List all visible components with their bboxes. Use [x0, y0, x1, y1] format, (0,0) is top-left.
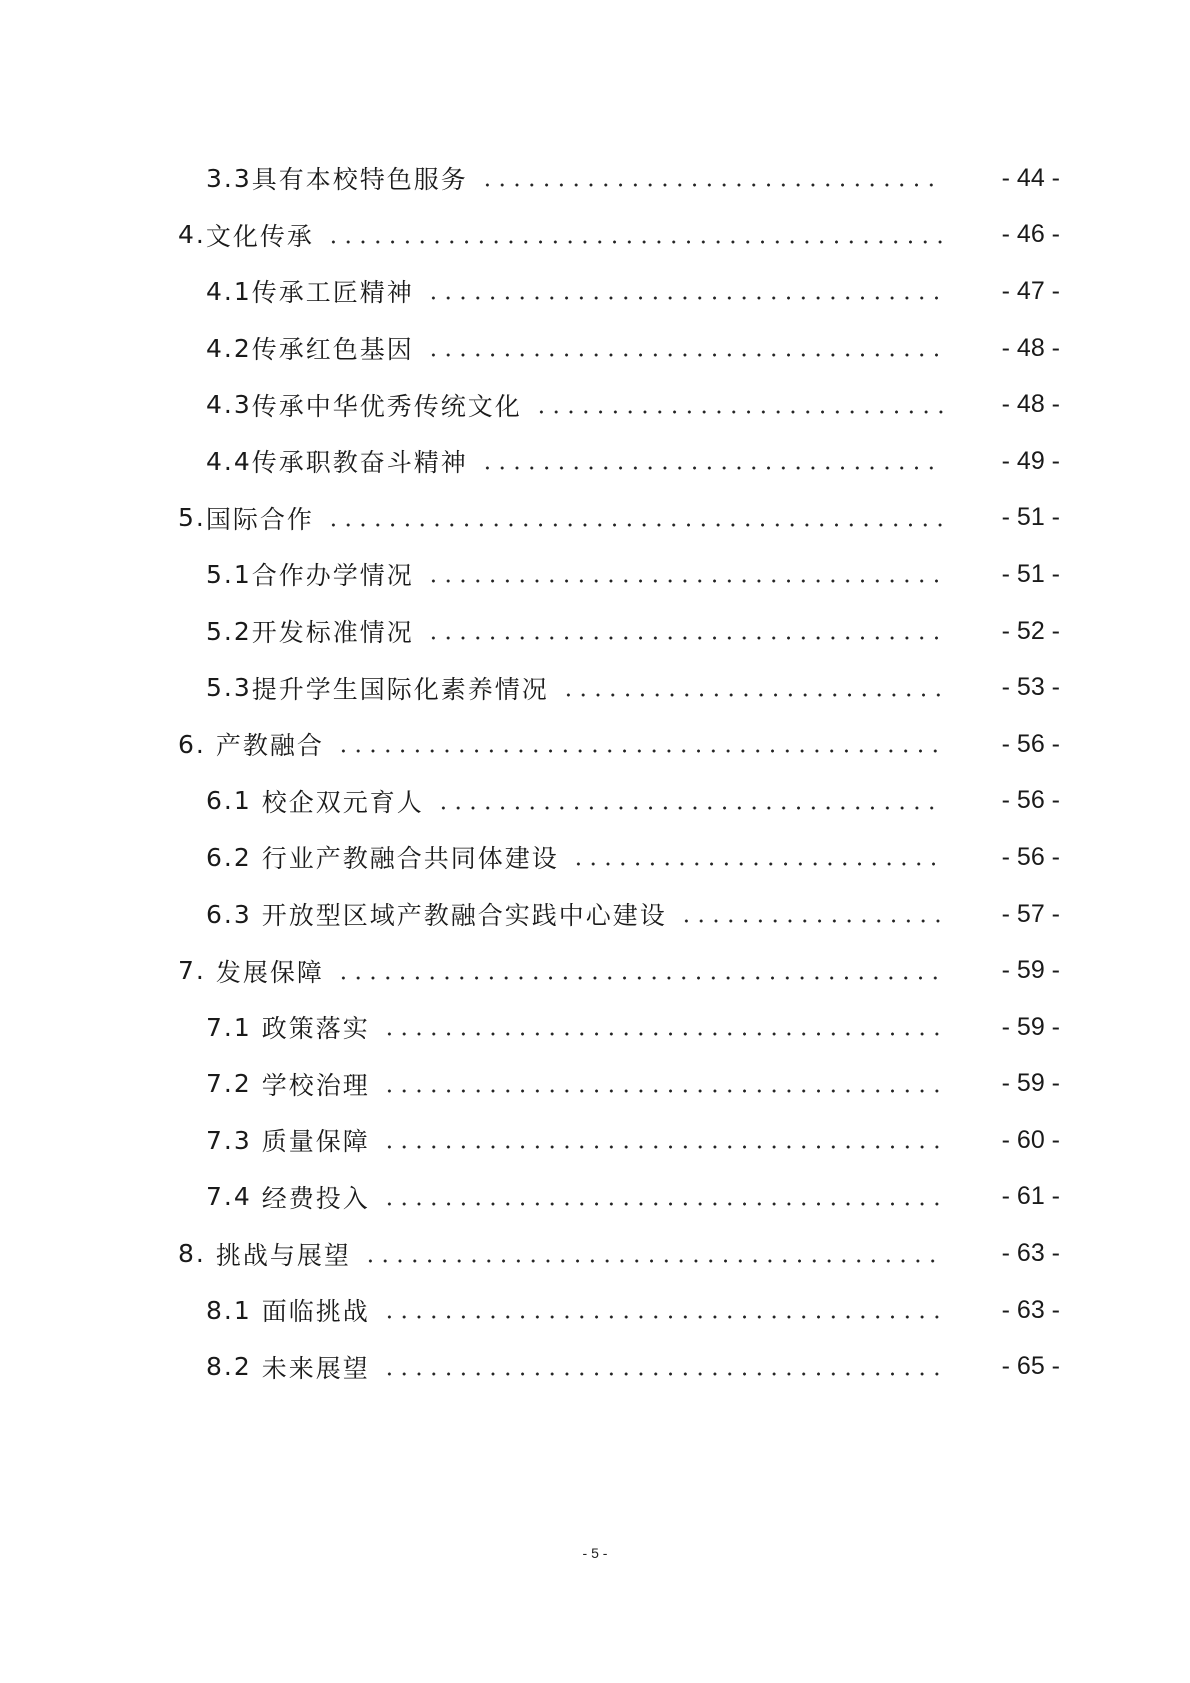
toc-entry-page: - 59 - [1001, 956, 1060, 985]
toc-dot-leader [436, 806, 943, 810]
toc-entry-title: 未来展望 [261, 1353, 370, 1383]
toc-dot-leader [382, 1089, 943, 1093]
toc-entry-number: 8. [178, 1239, 206, 1269]
toc-entry[interactable] [0, 263, 1190, 320]
toc-entry[interactable] [0, 716, 1190, 773]
toc-entry-title: 传承职教奋斗精神 [251, 448, 468, 478]
toc-entry-number: 7.1 [206, 1012, 252, 1042]
toc-entry-title: 发展保障 [215, 957, 324, 987]
toc-dot-leader [426, 353, 943, 357]
toc-entry-page: - 51 - [1001, 503, 1060, 532]
toc-dot-leader [480, 183, 943, 187]
toc-entry-title: 传承红色基因 [251, 335, 414, 365]
toc-entry-page: - 48 - [1001, 333, 1060, 362]
toc-entry[interactable] [0, 773, 1190, 830]
toc-entry-page: - 63 - [1001, 1295, 1060, 1324]
toc-entry[interactable] [0, 886, 1190, 943]
toc-entry[interactable] [0, 1225, 1190, 1282]
toc-entry-page: - 59 - [1001, 1069, 1060, 1098]
toc-entry[interactable] [0, 659, 1190, 716]
toc-entry-title: 面临挑战 [261, 1297, 370, 1327]
page-number: - 5 - [582, 1545, 608, 1561]
toc-dot-leader [480, 466, 943, 470]
toc-dot-leader [426, 296, 943, 300]
toc-entry-number: 5.2 [206, 616, 252, 646]
toc-entry-number: 4. [178, 220, 206, 250]
toc-entry-number: 7.2 [206, 1069, 252, 1099]
toc-entry-number: 7. [178, 956, 206, 986]
toc-entry-title: 学校治理 [261, 1070, 370, 1100]
toc-entry-number: 7.3 [206, 1125, 252, 1155]
toc-entry-number: 5.3 [206, 673, 252, 703]
toc-entry[interactable] [0, 829, 1190, 886]
toc-entry-page: - 56 - [1001, 842, 1060, 871]
toc-entry-number: 3.3 [206, 163, 252, 193]
toc-entry-number: 8.2 [206, 1352, 252, 1382]
toc-dot-leader [326, 523, 943, 527]
toc-entry-number: 4.2 [206, 333, 252, 363]
toc-entry-page: - 56 - [1001, 786, 1060, 815]
toc-entry-page: - 53 - [1001, 673, 1060, 702]
toc-entry[interactable] [0, 1169, 1190, 1226]
toc-entry-page: - 44 - [1001, 163, 1060, 192]
toc-dot-leader [426, 636, 943, 640]
table-of-contents [0, 150, 1190, 1395]
toc-entry-title: 经费投入 [261, 1183, 370, 1213]
toc-entry[interactable] [0, 320, 1190, 377]
toc-entry-page: - 47 - [1001, 276, 1060, 305]
toc-entry-page: - 56 - [1001, 729, 1060, 758]
toc-dot-leader [336, 749, 943, 753]
toc-entry-page: - 51 - [1001, 559, 1060, 588]
toc-entry-number: 7.4 [206, 1182, 252, 1212]
toc-entry-number: 6.3 [206, 899, 252, 929]
toc-dot-leader [363, 1259, 943, 1263]
toc-entry-number: 8.1 [206, 1295, 252, 1325]
toc-entry[interactable] [0, 490, 1190, 547]
toc-dot-leader [382, 1315, 943, 1319]
toc-entry-page: - 63 - [1001, 1239, 1060, 1268]
toc-entry-page: - 49 - [1001, 446, 1060, 475]
toc-entry-title: 行业产教融合共同体建设 [261, 844, 559, 874]
toc-entry-number: 6.1 [206, 786, 252, 816]
toc-entry-page: - 60 - [1001, 1125, 1060, 1154]
toc-dot-leader [336, 976, 943, 980]
toc-entry-title: 提升学生国际化素养情况 [251, 674, 549, 704]
toc-entry-page: - 59 - [1001, 1012, 1060, 1041]
toc-entry[interactable] [0, 1282, 1190, 1339]
toc-entry-number: 4.1 [206, 276, 252, 306]
toc-entry-page: - 61 - [1001, 1182, 1060, 1211]
toc-entry[interactable] [0, 1056, 1190, 1113]
toc-dot-leader [534, 410, 943, 414]
toc-entry-title: 合作办学情况 [251, 561, 414, 591]
toc-entry[interactable] [0, 150, 1190, 207]
toc-dot-leader [426, 579, 943, 583]
toc-dot-leader [561, 693, 943, 697]
toc-entry[interactable] [0, 433, 1190, 490]
toc-entry-title: 具有本校特色服务 [251, 165, 468, 195]
toc-entry-page: - 48 - [1001, 390, 1060, 419]
toc-dot-leader [382, 1032, 943, 1036]
toc-entry-number: 4.4 [206, 446, 252, 476]
toc-entry-title: 政策落实 [261, 1014, 370, 1044]
toc-entry-title: 文化传承 [205, 221, 314, 251]
toc-entry-title: 传承工匠精神 [251, 278, 414, 308]
toc-entry-title: 质量保障 [261, 1127, 370, 1157]
toc-entry-number: 6.2 [206, 842, 252, 872]
toc-entry[interactable] [0, 207, 1190, 264]
toc-entry[interactable] [0, 942, 1190, 999]
toc-dot-leader [326, 240, 943, 244]
toc-dot-leader [382, 1372, 943, 1376]
toc-entry-title: 校企双元育人 [261, 787, 424, 817]
toc-entry-page: - 65 - [1001, 1352, 1060, 1381]
toc-entry[interactable] [0, 1338, 1190, 1395]
toc-entry[interactable] [0, 376, 1190, 433]
toc-entry[interactable] [0, 603, 1190, 660]
toc-entry-title: 传承中华优秀传统文化 [251, 391, 522, 421]
toc-entry[interactable] [0, 999, 1190, 1056]
toc-entry[interactable] [0, 1112, 1190, 1169]
toc-dot-leader [679, 919, 943, 923]
toc-entry-number: 6. [178, 729, 206, 759]
toc-dot-leader [382, 1202, 943, 1206]
toc-entry[interactable] [0, 546, 1190, 603]
toc-entry-number: 5. [178, 503, 206, 533]
toc-entry-title: 开发标准情况 [251, 618, 414, 648]
toc-entry-page: - 46 - [1001, 220, 1060, 249]
toc-entry-title: 开放型区域产教融合实践中心建设 [261, 901, 667, 931]
toc-entry-title: 国际合作 [205, 504, 314, 534]
toc-entry-number: 4.3 [206, 390, 252, 420]
toc-entry-page: - 52 - [1001, 616, 1060, 645]
toc-entry-title: 产教融合 [215, 731, 324, 761]
toc-entry-title: 挑战与展望 [215, 1240, 351, 1270]
toc-entry-number: 5.1 [206, 559, 252, 589]
toc-dot-leader [382, 1145, 943, 1149]
toc-entry-page: - 57 - [1001, 899, 1060, 928]
toc-dot-leader [571, 862, 943, 866]
